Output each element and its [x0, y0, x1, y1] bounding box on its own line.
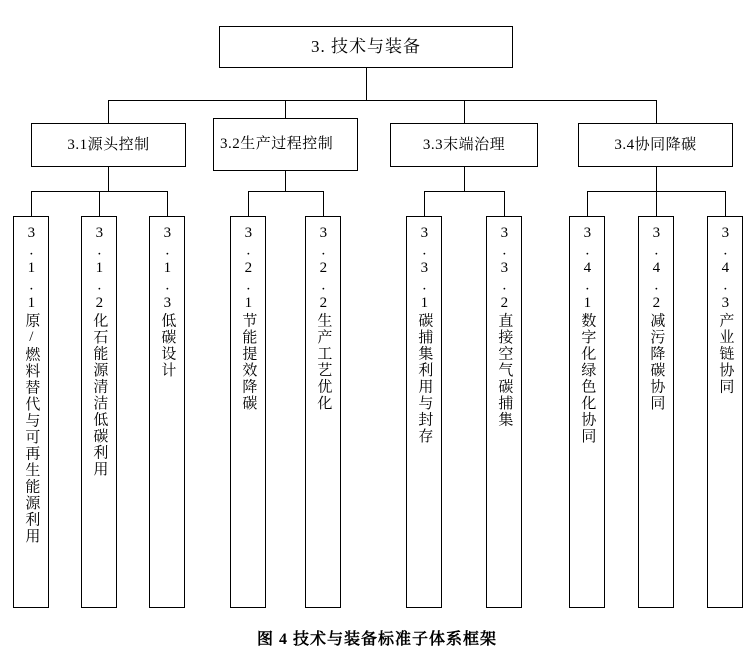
connector-root-down	[366, 68, 367, 100]
node-branch-2-label: 3.2生产过程控制	[220, 136, 334, 153]
connector-branch3-bus	[424, 191, 504, 192]
connector-branch3-child1	[424, 191, 425, 216]
node-branch-4	[578, 123, 733, 167]
connector-branch1-stem	[108, 167, 109, 191]
node-branch-3-label: 3.3末端治理	[422, 136, 506, 153]
node-branch-3	[390, 123, 538, 167]
node-leaf-3-3-1	[406, 216, 442, 608]
node-branch-1-label: 3.1源头控制	[67, 136, 150, 153]
connector-branch1-child2	[99, 191, 100, 216]
connector-branch2-stem	[285, 171, 286, 191]
node-leaf-3-2-1	[230, 216, 266, 608]
connector-branch4-stem	[656, 167, 657, 191]
node-leaf-3-4-1	[569, 216, 605, 608]
node-leaf-3-4-1-label: 3.4.1数字化绿色化协同	[579, 225, 596, 445]
connector-branch3-child2	[504, 191, 505, 216]
connector-branch4-child3	[725, 191, 726, 216]
node-leaf-3-2-2	[305, 216, 341, 608]
node-leaf-3-1-3	[149, 216, 185, 608]
node-root	[219, 26, 513, 68]
node-branch-1	[31, 123, 186, 167]
node-leaf-3-4-2	[638, 216, 674, 608]
node-branch-4-label: 3.4协同降碳	[614, 136, 697, 153]
figure-caption: 图 4 技术与装备标准子体系框架	[256, 631, 497, 648]
connector-branch2-bus	[248, 191, 323, 192]
node-leaf-3-1-3-label: 3.1.3低碳设计	[159, 225, 176, 379]
node-branch-2	[213, 118, 358, 171]
node-leaf-3-3-2	[486, 216, 522, 608]
node-leaf-3-1-2-label: 3.1.2化石能源清洁低碳利用	[91, 225, 108, 478]
node-leaf-3-3-1-label: 3.3.1碳捕集利用与封存	[416, 225, 433, 445]
node-leaf-3-1-1-label: 3.1.1原/燃料替代与可再生能源利用	[23, 225, 40, 545]
connector-branch2-child2	[323, 191, 324, 216]
connector-level2-bus	[108, 100, 656, 101]
node-leaf-3-3-2-label: 3.3.2直接空气碳捕集	[496, 225, 513, 428]
connector-branch1-child3	[167, 191, 168, 216]
node-leaf-3-4-3	[707, 216, 743, 608]
node-leaf-3-1-2	[81, 216, 117, 608]
connector-branch1-down	[108, 100, 109, 123]
connector-branch4-child2	[656, 191, 657, 216]
connector-branch4-child1	[587, 191, 588, 216]
node-leaf-3-2-1-label: 3.2.1节能提效降碳	[240, 225, 257, 412]
connector-branch2-child1	[248, 191, 249, 216]
connector-branch3-stem	[464, 167, 465, 191]
node-leaf-3-4-3-label: 3.4.3产业链协同	[717, 225, 734, 395]
node-leaf-3-2-2-label: 3.2.2生产工艺优化	[315, 225, 332, 412]
node-leaf-3-1-1	[13, 216, 49, 608]
connector-branch4-down	[656, 100, 657, 123]
connector-branch1-child1	[31, 191, 32, 216]
node-root-label: 3. 技术与装备	[311, 37, 421, 57]
connector-branch3-down	[464, 100, 465, 123]
node-leaf-3-4-2-label: 3.4.2减污降碳协同	[648, 225, 665, 412]
